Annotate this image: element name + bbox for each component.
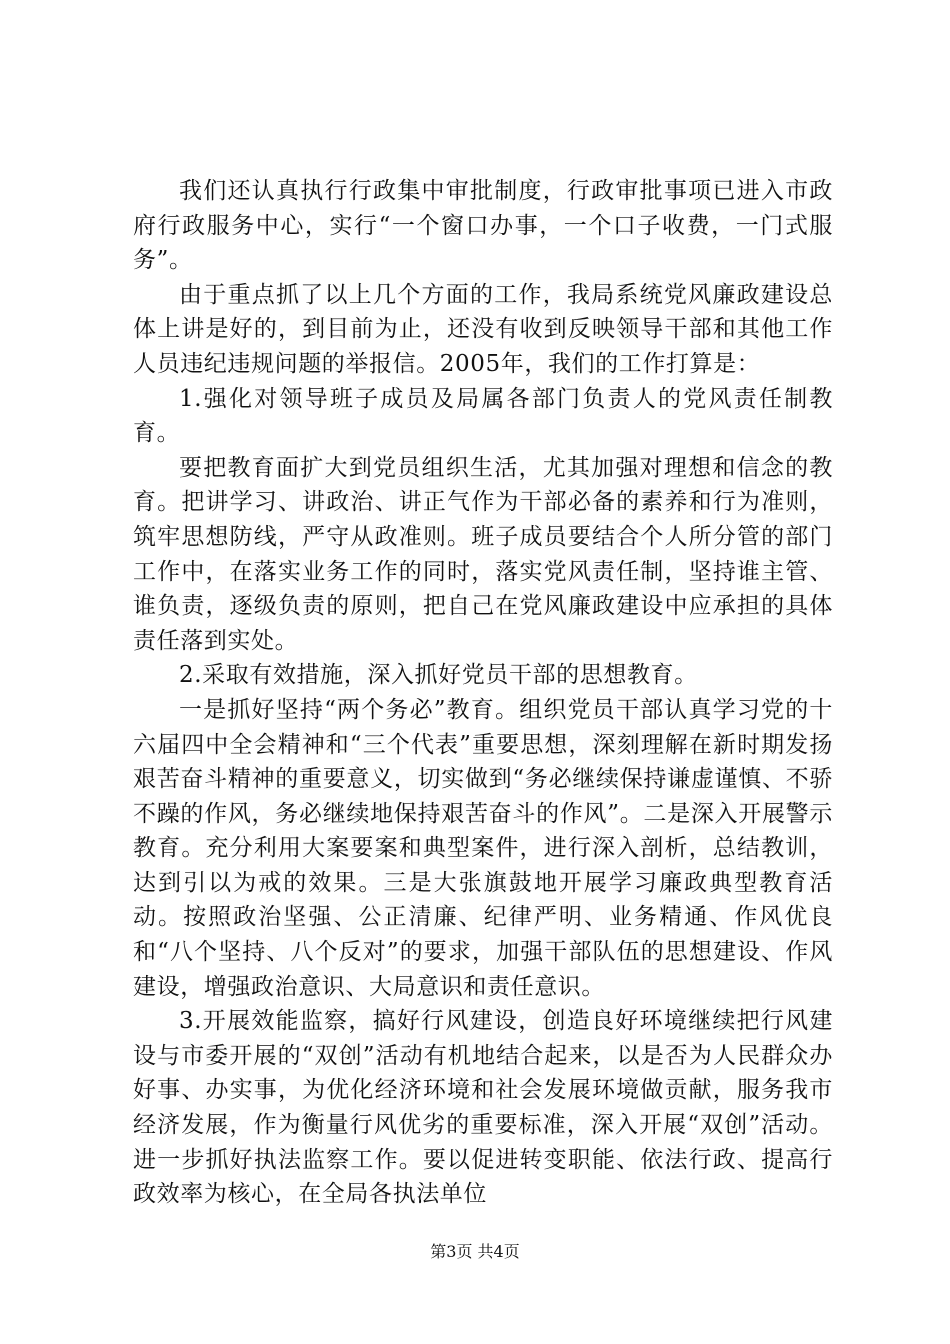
paragraph-point-3: 3.开展效能监察，搞好行风建设，创造良好环境继续把行风建设与市委开展的“双创”活动有机地结合起来，以是否为人民群众办好事、办实事，为优化经济环境和社会发展环境做贡献，服务我市经济发展，作为衡量行风优劣的重要标准，深入开展“双创”活动。进一步抓好执法监察工作。要以促进转变职能、依法行政、提高行政效率为核心，在全局各执法单位 bbox=[133, 1008, 833, 1208]
paragraph-summary-plan: 由于重点抓了以上几个方面的工作，我局系统党风廉政建设总体上讲是好的，到目前为止，还没有收到反映领导干部和其他工作人员违纪违规问题的举报信。2005年，我们的工作打算是： bbox=[133, 281, 833, 377]
page-number-label: 第3页 共4页 bbox=[430, 1242, 520, 1261]
paragraph-approval-system: 我们还认真执行行政集中审批制度，行政审批事项已进入市政府行政服务中心，实行“一个窗口办事，一个口子收费，一门式服务”。 bbox=[133, 178, 833, 274]
paragraph-point-1-body: 要把教育面扩大到党员组织生活，尤其加强对理想和信念的教育。把讲学习、讲政治、讲正气作为干部必备的素养和行为准则，筑牢思想防线，严守从政准则。班子成员要结合个人所分管的部门工作中，在落实业务工作的同时，落实党风责任制，坚持谁主管、谁负责，逐级负责的原则，把自己在党风廉政建设中应承担的具体责任落到实处。 bbox=[133, 454, 833, 654]
paragraph-point-1-heading: 1.强化对领导班子成员及局属各部门负责人的党风责任制教育。 bbox=[133, 385, 833, 447]
paragraph-point-2-body: 一是抓好坚持“两个务必”教育。组织党员干部认真学习党的十六届四中全会精神和“三个代表”重要思想，深刻理解在新时期发扬艰苦奋斗精神的重要意义，切实做到“务必继续保持谦虚谨慎、不骄不躁的作风，务必继续地保持艰苦奋斗的作风”。二是深入开展警示教育。充分利用大案要案和典型案件，进行深入剖析，总结教训，达到引以为戒的效果。三是大张旗鼓地开展学习廉政典型教育活动。按照政治坚强、公正清廉、纪律严明、业务精通、作风优良和“八个坚持、八个反对”的要求，加强干部队伍的思想建设、作风建设，增强政治意识、大局意识和责任意识。 bbox=[133, 696, 833, 1000]
paragraph-point-2-heading: 2.采取有效措施，深入抓好党员干部的思想教育。 bbox=[179, 662, 698, 689]
document-body bbox=[133, 174, 833, 1212]
page-footer bbox=[0, 1242, 950, 1262]
